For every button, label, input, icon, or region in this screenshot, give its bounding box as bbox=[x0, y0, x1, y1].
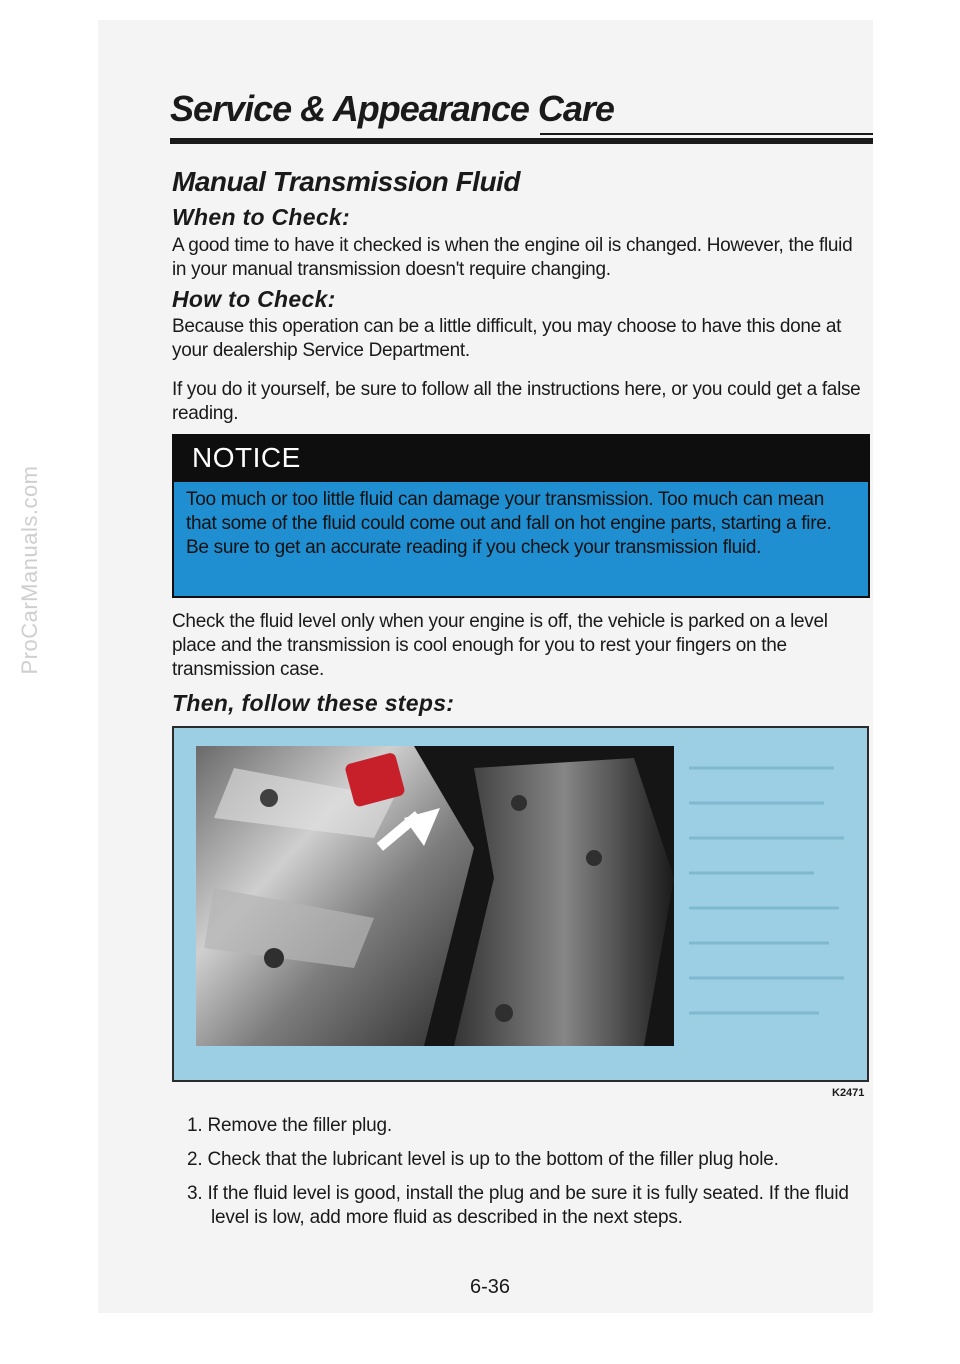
steps-list bbox=[187, 1114, 867, 1240]
transmission-photo-illustration bbox=[174, 728, 867, 1080]
transmission-photo bbox=[172, 726, 869, 1082]
step-item: 1. Remove the filler plug. bbox=[187, 1115, 392, 1136]
section-title: Service & Appearance Care bbox=[170, 88, 614, 129]
step-item: 3. If the fluid level is good, install the plug and be sure it is fully seated. If the fluid level is low, add more fluid as described in the next steps. bbox=[187, 1183, 849, 1228]
when-to-check-heading: When to Check: bbox=[172, 204, 350, 230]
steps-heading: Then, follow these steps: bbox=[172, 690, 455, 716]
figure-code: K2471 bbox=[832, 1087, 865, 1099]
page-number: 6-36 bbox=[470, 1276, 511, 1298]
how-to-check-text: Because this operation can be a little difficult, you may choose to have this done at your dealership Service Department. bbox=[172, 316, 842, 361]
when-to-check-text: A good time to have it checked is when the engine oil is changed. However, the fluid in your manual transmission doesn't require changing. bbox=[172, 235, 853, 280]
notice-text: Too much or too little fluid can damage your transmission. Too much can mean that some of the fluid could come out and fall on hot engine parts, starting a fire. Be sure to get an accurate reading if you check your transmission fluid. bbox=[186, 489, 832, 558]
page-heading: Manual Transmission Fluid bbox=[172, 166, 520, 197]
watermark bbox=[10, 360, 50, 780]
notice-box bbox=[172, 434, 870, 598]
step-item: 2. Check that the lubricant level is up to the bottom of the filler plug hole. bbox=[187, 1149, 779, 1170]
how-to-check-text-2: If you do it yourself, be sure to follow all the instructions here, or you could get a false reading. bbox=[172, 379, 861, 424]
notice-title: NOTICE bbox=[192, 442, 301, 473]
check-conditions-text: Check the fluid level only when your engine is off, the vehicle is parked on a level place and the transmission is cool enough for you to rest your fingers on the transmission case. bbox=[172, 611, 828, 680]
title-rule-thin bbox=[540, 133, 873, 135]
title-rule bbox=[170, 138, 873, 144]
how-to-check-heading: How to Check: bbox=[172, 286, 336, 312]
watermark-text: ProCarManuals.com bbox=[17, 465, 42, 675]
